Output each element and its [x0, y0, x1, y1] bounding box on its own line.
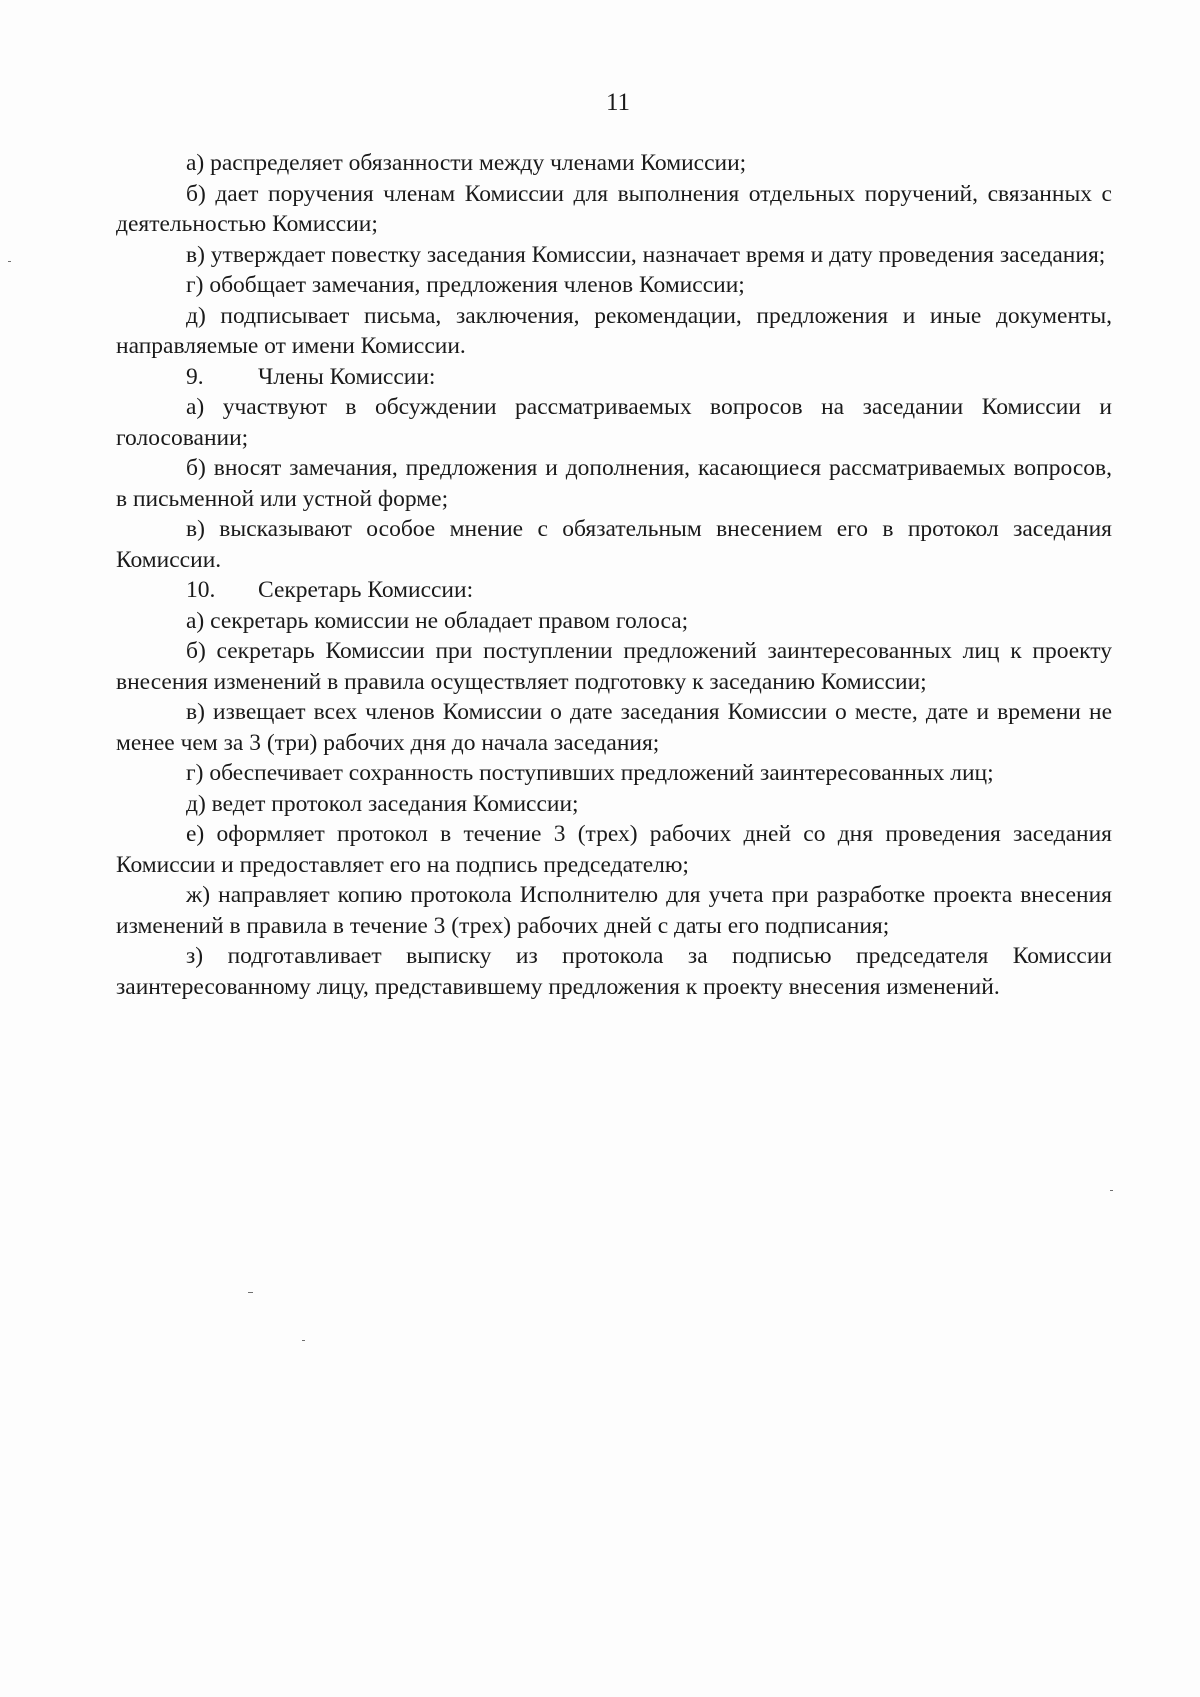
section-title: Члены Комиссии: — [258, 363, 436, 390]
section-title: Секретарь Комиссии: — [258, 577, 474, 603]
paragraph-secretary-zh: ж) направляет копию протокола Исполнителю для учета при разработке проекта внесения изменений в правила в течение 3 (трех) рабочих дней с даты его подписания; — [116, 882, 1112, 939]
paragraph-chair-g: г) обобщает замечания, предложения членов Комиссии; — [186, 272, 745, 298]
paragraph-secretary-e: е) оформляет протокол в течение 3 (трех) рабочих дней со дня проведения заседания Комиссии и предоставляет его на подпись председателю; — [116, 821, 1112, 878]
paragraph-chair-v: в) утверждает повестку заседания Комиссии, назначает время и дату проведения заседания; — [186, 241, 1106, 268]
paragraph-chair-b: б) дает поручения членам Комиссии для выполнения отдельных поручений, связанных с деятельностью Комиссии; — [116, 180, 1112, 237]
paragraph-secretary-g: г) обеспечивает сохранность поступивших предложений заинтересованных лиц; — [186, 760, 994, 786]
paragraph-secretary-z: з) подготавливает выписку из протокола за подписью председателя Комиссии заинтересованному лицу, представившему предложения к проекту внесения изменений. — [116, 943, 1112, 1000]
section-heading-members — [116, 362, 1112, 393]
page-number: 11 — [605, 89, 631, 116]
scan-speck — [248, 1292, 253, 1293]
paragraph-members-v: в) высказывают особое мнение с обязательным внесением его в протокол заседания Комиссии. — [116, 516, 1112, 573]
scan-speck — [1110, 1190, 1113, 1191]
scan-speck — [8, 261, 11, 262]
paragraph-secretary-d: д) ведет протокол заседания Комиссии; — [186, 790, 579, 817]
paragraph-chair-a: а) распределяет обязанности между членами Комиссии; — [186, 150, 747, 176]
paragraph-secretary-v: в) извещает всех членов Комиссии о дате заседания Комиссии о месте, дате и времени не менее чем за 3 (три) рабочих дня до начала заседания; — [116, 699, 1112, 756]
paragraph-secretary-a: а) секретарь комиссии не обладает правом голоса; — [186, 607, 689, 634]
paragraph-members-a: а) участвуют в обсуждении рассматриваемых вопросов на заседании Комиссии и голосовании; — [116, 394, 1112, 451]
paragraph-chair-d: д) подписывает письма, заключения, рекомендации, предложения и иные документы, направляемые от имени Комиссии. — [116, 302, 1112, 359]
paragraph-secretary-b: б) секретарь Комиссии при поступлении предложений заинтересованных лиц к проекту внесения изменений в правила осуществляет подготовку к заседанию Комиссии; — [116, 638, 1112, 695]
section-heading-secretary — [116, 575, 1112, 606]
section-number: 10. — [186, 577, 216, 603]
section-number: 9. — [186, 363, 204, 390]
document-body — [116, 148, 1112, 1002]
scan-speck — [302, 1340, 305, 1341]
paragraph-members-b: б) вносят замечания, предложения и дополнения, касающиеся рассматриваемых вопросов, в письменной или устной форме; — [116, 455, 1112, 512]
